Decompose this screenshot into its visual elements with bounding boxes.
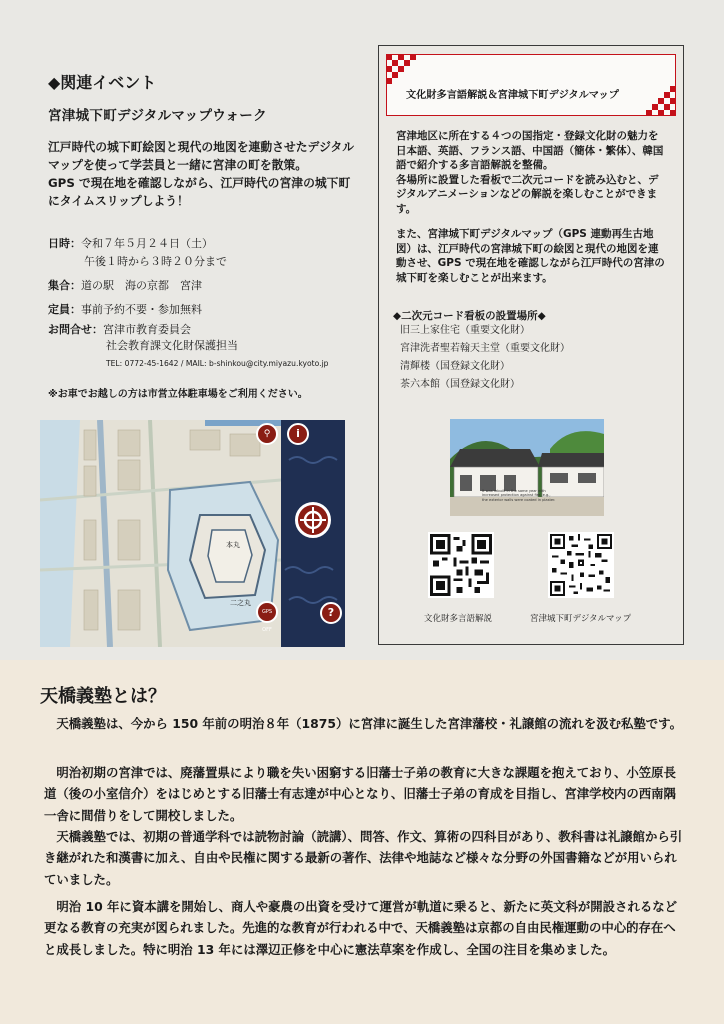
map-label-ninomaru: 二之丸 xyxy=(230,599,251,607)
juku-text-4: 明治 10 年に資本講を開始し、商人や豪農の出資を受けて運営が軌道に乗ると、新たに英文科が開設されるなど更なる教育の充実が図られました。先進的な教育が行われる中で、天橋義塾は京都の自由民権運動の中心的存在へと成長しました。特に明治 13 年には澤辺正修を中心に憲法草案を作成し、全国の注目を集めました。 xyxy=(44,899,678,957)
digital-map-desc: また、宮津城下町デジタルマップ（GPS 連動再生古地図）は、江戸時代の宮津城下町の絵図と現代の地図を連動させ、GPS で現在地を確認しながら江戸時代の宮津の城下町を楽しむことが出来ます。 xyxy=(396,228,665,284)
digital-map-screenshot xyxy=(40,420,345,647)
location-item: 清輝楼（国登録文化財） xyxy=(400,361,510,372)
map-pin-icon[interactable]: ⚲ xyxy=(256,423,278,445)
date-value: 令和７年５月２４日（土） xyxy=(81,237,213,250)
locate-button[interactable] xyxy=(295,502,331,538)
checker-pattern xyxy=(386,54,676,116)
info-button[interactable]: i xyxy=(287,423,309,445)
qr1-label: 文化財多言語解説 xyxy=(424,614,493,624)
date-label: 日時： xyxy=(48,237,81,250)
juku-paragraph-3 xyxy=(44,826,684,890)
heritage-house-illustration xyxy=(450,419,604,516)
event-heading: ◆関連イベント xyxy=(48,73,157,92)
capacity-label: 定員： xyxy=(48,303,81,316)
juku-heading: 天橋義塾とは？ xyxy=(40,686,166,707)
info-box-title: 文化財多言語解説＆宮津城下町デジタルマップ xyxy=(406,90,619,101)
qr-code-multilingual[interactable] xyxy=(428,532,494,598)
multilingual-desc-2: 各場所に設置した看板で二次元コードを読み込むと、デジタルアニメーションなどの解説を楽しむことができます。 xyxy=(396,173,659,215)
help-button[interactable]: ? xyxy=(320,602,342,624)
location-item: 宮津洗者聖若翰天主堂（重要文化財） xyxy=(400,343,570,354)
event-description xyxy=(48,138,356,210)
juku-paragraph-1 xyxy=(44,713,684,734)
meet-row xyxy=(48,278,202,294)
event-desc-1: 江戸時代の城下町絵図と現代の地図を連動させたデジタルマップを使って学芸員と一緒に宮津の町を散策。 xyxy=(48,140,355,172)
contact-row xyxy=(48,322,191,338)
multilingual-desc-1: 宮津地区に所在する４つの国指定・登録文化財の魅力を日本語、英語、フランス語、中国語（簡体・繁体）、韓国語で紹介する多言語解説を整備。 xyxy=(396,130,664,172)
meet-value: 道の駅 海の京都 宮津 xyxy=(81,279,202,292)
juku-text-1: 天橋義塾は、今から 150 年前の明治８年（1875）に宮津に誕生した宮津藩校・礼譲館の流れを汲む私塾です。 xyxy=(56,716,682,731)
multilingual-description xyxy=(396,129,668,217)
meet-label: 集合： xyxy=(48,279,81,292)
qr-code-image xyxy=(430,534,492,596)
contact-tel-wrap xyxy=(48,355,329,372)
date-row xyxy=(48,236,213,252)
qr2-label: 宮津城下町デジタルマップ xyxy=(530,614,632,624)
time-value: 午後１時から３時２０分まで xyxy=(84,255,227,268)
contact-org-1: 宮津市教育委員会 xyxy=(103,323,191,336)
parking-note: ※お車でお越しの方は市営立体駐車場をご利用ください。 xyxy=(48,389,308,400)
juku-text-2: 明治初期の宮津では、廃藩置県により職を失い困窮する旧藩士子弟の教育に大きな課題を抱えており、小笠原長道（後の小室信介）をはじめとする旧藩士有志達が中心となり、旧藩士子弟の育成を目指し、宮津学校内の西南隅一舎に間借りをして開校しました。 xyxy=(44,765,676,823)
event-title: 宮津城下町デジタルマップウォーク xyxy=(48,108,267,124)
event-desc-2: GPS で現在地を確認しながら、江戸時代の宮津の城下町にタイムスリップしよう！ xyxy=(48,176,351,208)
qr-code-digital-map[interactable] xyxy=(548,532,614,598)
juku-paragraph-2 xyxy=(44,762,684,826)
juku-paragraph-4 xyxy=(44,896,684,960)
locations-title: ◆二次元コード看板の設置場所◆ xyxy=(393,310,546,322)
photo-caption: It was rebuilt in the same year with increased protection against fire, e.g., the exterior walls were coated in plaster. xyxy=(482,489,556,502)
juku-text-3: 天橋義塾では、初期の普通学科では読物討論（読講）、問答、作文、算術の四科目があり、教科書は礼譲館から引き継がれた和漢書に加え、自由や民権に関する最新の著作、法律や地誌など様々な分野の外国書籍などが用いられていました。 xyxy=(44,829,683,887)
map-label-honmaru: 本丸 xyxy=(226,541,240,549)
contact-label: お問合せ： xyxy=(48,323,103,336)
contact-tel: TEL: 0772-45-1642 / MAIL: b-shinkou@city.miyazu.kyoto.jp xyxy=(106,359,329,368)
qr-code-image xyxy=(550,534,612,596)
location-item: 旧三上家住宅（重要文化財） xyxy=(400,325,530,336)
digital-map-description xyxy=(396,227,668,285)
contact-org-2: 社会教育課文化財保護担当 xyxy=(106,339,238,352)
gps-toggle-button[interactable]: GPS OFF xyxy=(256,601,278,623)
capacity-row xyxy=(48,302,202,318)
capacity-value: 事前予約不要・参加無料 xyxy=(81,303,202,316)
crosshair-icon xyxy=(298,505,328,535)
location-item: 茶六本館（国登録文化財） xyxy=(400,379,520,390)
